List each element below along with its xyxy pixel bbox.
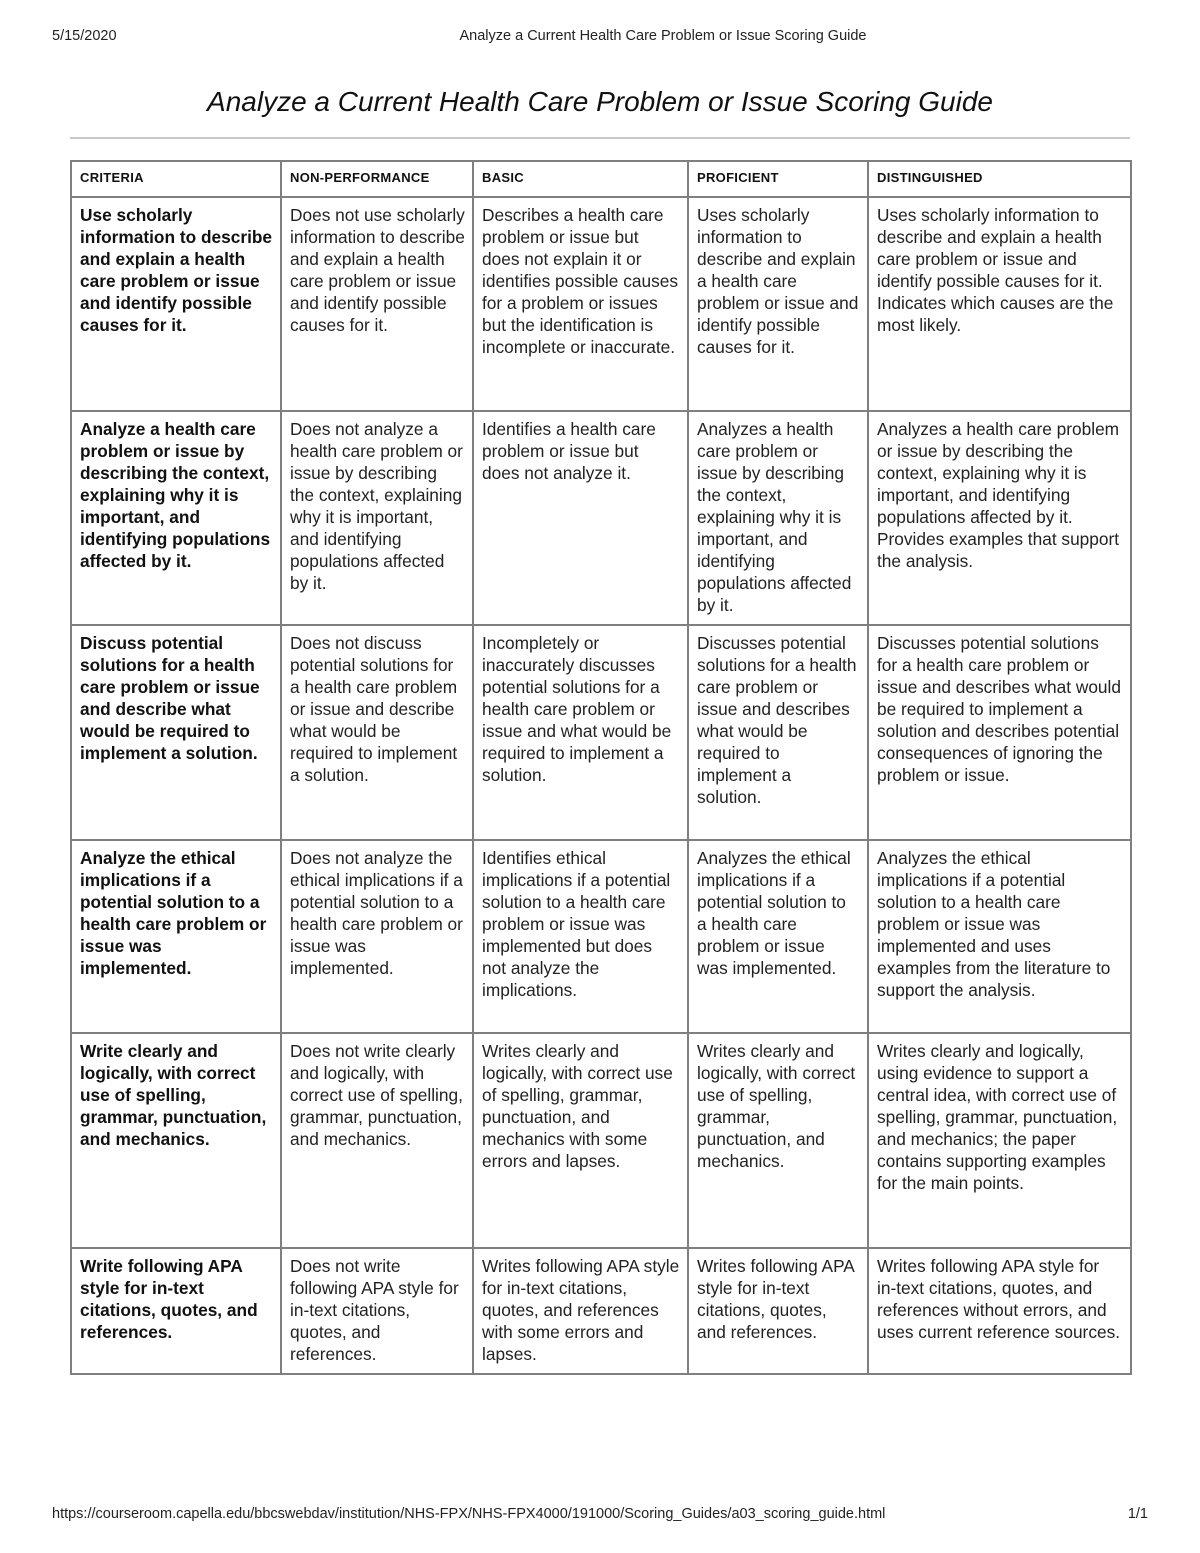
proficient-cell: Writes following APA style for in-text citations, quotes, and references. [688,1248,868,1374]
basic-cell: Writes following APA style for in-text citations, quotes, and references with some errors and lapses. [473,1248,688,1374]
print-header [0,28,1200,50]
header-non-performance: NON-PERFORMANCE [281,161,473,197]
print-date: 5/15/2020 [52,28,117,44]
basic-cell: Writes clearly and logically, with correct use of spelling, grammar, punctuation, and mechanics with some errors and lapses. [473,1033,688,1248]
criteria-cell: Discuss potential solutions for a health care problem or issue and describe what would be required to implement a solution. [71,625,281,840]
title-divider [70,137,1130,139]
criteria-cell: Write following APA style for in-text citations, quotes, and references. [71,1248,281,1374]
print-header-title: Analyze a Current Health Care Problem or Issue Scoring Guide [459,28,867,44]
basic-cell: Identifies a health care problem or issue but does not analyze it. [473,411,688,625]
proficient-cell: Writes clearly and logically, with correct use of spelling, grammar, punctuation, and mechanics. [688,1033,868,1248]
non-performance-cell: Does not write clearly and logically, with correct use of spelling, grammar, punctuation, and mechanics. [281,1033,473,1248]
basic-cell: Identifies ethical implications if a potential solution to a health care problem or issue was implemented but does not analyze the implications. [473,840,688,1033]
table-row [71,625,1131,840]
scoring-guide-table [70,160,1132,1375]
proficient-cell: Discusses potential solutions for a health care problem or issue and describes what would be required to implement a solution. [688,625,868,840]
non-performance-cell: Does not analyze the ethical implications if a potential solution to a health care problem or issue was implemented. [281,840,473,1033]
header-basic: BASIC [473,161,688,197]
page-title: Analyze a Current Health Care Problem or Issue Scoring Guide [207,86,993,117]
non-performance-cell: Does not analyze a health care problem or issue by describing the context, explaining why it is important, and identifying populations affected by it. [281,411,473,625]
table-row [71,411,1131,625]
header-criteria: CRITERIA [71,161,281,197]
table-header-row [71,161,1131,197]
proficient-cell: Analyzes a health care problem or issue by describing the context, explaining why it is important, and identifying populations affected by it. [688,411,868,625]
proficient-cell: Analyzes the ethical implications if a potential solution to a health care problem or issue was implemented. [688,840,868,1033]
criteria-cell: Analyze the ethical implications if a potential solution to a health care problem or issue was implemented. [71,840,281,1033]
table-row [71,840,1131,1033]
criteria-cell: Analyze a health care problem or issue by describing the context, explaining why it is important, and identifying populations affected by it. [71,411,281,625]
table-row [71,197,1131,411]
non-performance-cell: Does not discuss potential solutions for a health care problem or issue and describe what would be required to implement a solution. [281,625,473,840]
header-distinguished: DISTINGUISHED [868,161,1131,197]
non-performance-cell: Does not write following APA style for in-text citations, quotes, and references. [281,1248,473,1374]
non-performance-cell: Does not use scholarly information to describe and explain a health care problem or issue and identify possible causes for it. [281,197,473,411]
criteria-cell: Use scholarly information to describe and explain a health care problem or issue and identify possible causes for it. [71,197,281,411]
criteria-cell: Write clearly and logically, with correct use of spelling, grammar, punctuation, and mechanics. [71,1033,281,1248]
distinguished-cell: Uses scholarly information to describe and explain a health care problem or issue and identify possible causes for it. Indicates which causes are the most likely. [868,197,1131,411]
page-number: 1/1 [1127,1506,1148,1522]
header-proficient: PROFICIENT [688,161,868,197]
table-row [71,1248,1131,1374]
proficient-cell: Uses scholarly information to describe and explain a health care problem or issue and identify possible causes for it. [688,197,868,411]
distinguished-cell: Writes following APA style for in-text citations, quotes, and references without errors, and uses current reference sources. [868,1248,1131,1374]
basic-cell: Incompletely or inaccurately discusses potential solutions for a health care problem or issue and what would be required to implement a solution. [473,625,688,840]
distinguished-cell: Discusses potential solutions for a health care problem or issue and describes what would be required to implement a solution and describes potential consequences of ignoring the problem or issue. [868,625,1131,840]
page-url: https://courseroom.capella.edu/bbcswebdav/institution/NHS-FPX/NHS-FPX4000/191000/Scoring_Guides/a03_scoring_guide.html [52,1506,886,1522]
table-row [71,1033,1131,1248]
distinguished-cell: Writes clearly and logically, using evidence to support a central idea, with correct use of spelling, grammar, punctuation, and mechanics; the paper contains supporting examples for the main points. [868,1033,1131,1248]
distinguished-cell: Analyzes the ethical implications if a potential solution to a health care problem or issue was implemented and uses examples from the literature to support the analysis. [868,840,1131,1033]
basic-cell: Describes a health care problem or issue but does not explain it or identifies possible causes for a problem or issues but the identification is incomplete or inaccurate. [473,197,688,411]
distinguished-cell: Analyzes a health care problem or issue by describing the context, explaining why it is important, and identifying populations affected by it. Provides examples that support the analysis. [868,411,1131,625]
